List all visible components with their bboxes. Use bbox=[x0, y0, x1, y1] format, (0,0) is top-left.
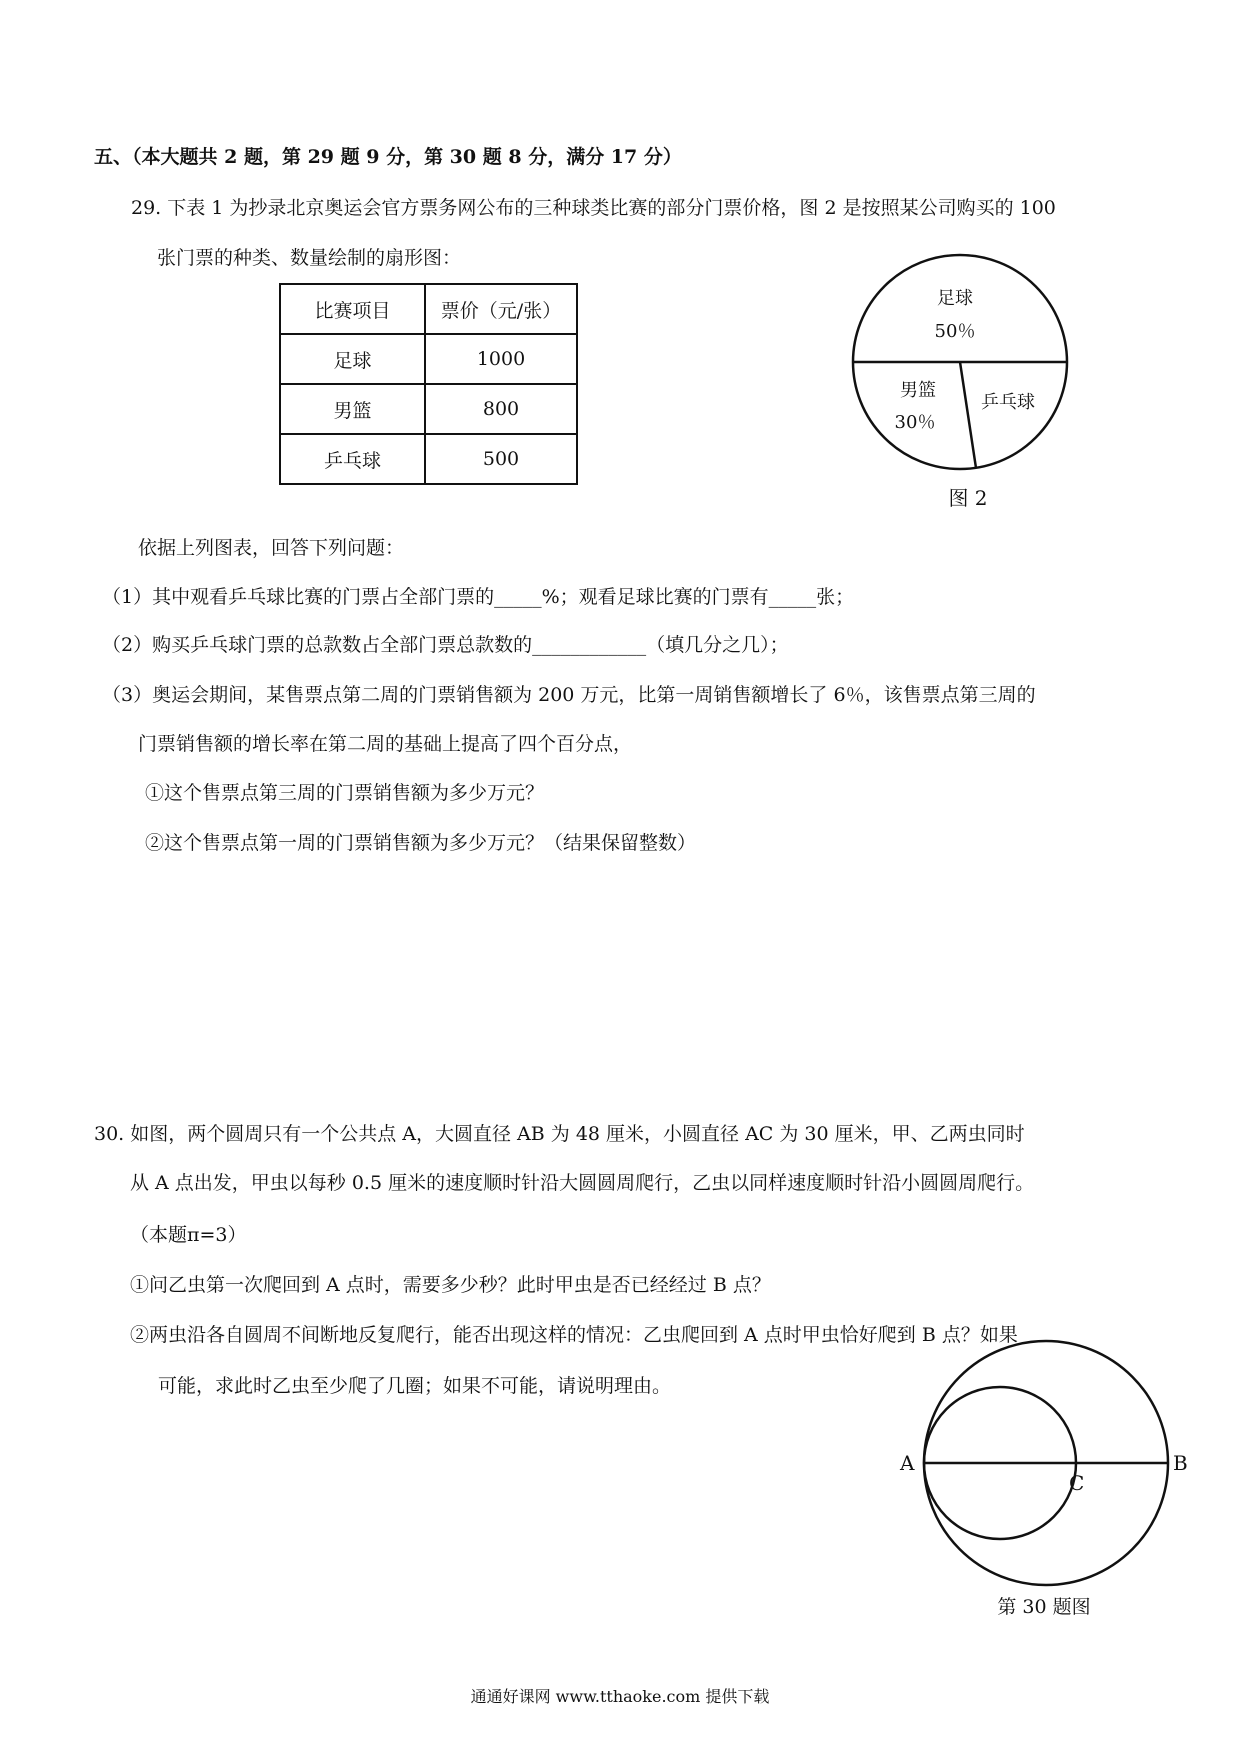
q30-question-a: ①问乙虫第一次爬回到 A 点时，需要多少秒？此时甲虫是否已经经过 B 点？ bbox=[130, 1274, 771, 1296]
q29-part1: （1）其中观看乒乓球比赛的门票占全部门票的_____%；观看足球比赛的门票有_____张； bbox=[102, 586, 855, 608]
q29-line1: 29. 下表 1 为抄录北京奥运会官方票务网公布的三种球类比赛的部分门票价格，图 2 是按照某公司购买的 100 bbox=[131, 197, 1056, 219]
q30-question-b-line1: ②两虫沿各自圆周不间断地反复爬行，能否出现这样的情况：乙虫爬回到 A 点时甲虫恰好爬到 B 点？如果 bbox=[130, 1324, 1018, 1346]
table-cell: 男篮 bbox=[280, 384, 425, 434]
pie-percent-basketball: 30％ bbox=[894, 412, 936, 433]
q30-line1: 30. 如图，两个圆周只有一个公共点 A，大圆直径 AB 为 48 厘米，小圆直径 AC 为 30 厘米，甲、乙两虫同时 bbox=[94, 1123, 1025, 1145]
q30-note: （本题π=3） bbox=[130, 1224, 247, 1246]
q29-part3-line2: 门票销售额的增长率在第二周的基础上提高了四个百分点， bbox=[138, 733, 633, 755]
q29-intro: 依据上列图表，回答下列问题： bbox=[138, 537, 405, 559]
table-cell: 1000 bbox=[425, 334, 577, 384]
pie-label-table-tennis: 乒乓球 bbox=[981, 392, 1035, 413]
table-header-cell: 票价（元/张） bbox=[425, 284, 577, 334]
pie-percent-football: 50％ bbox=[934, 321, 976, 342]
figure-caption: 第 30 题图 bbox=[997, 1596, 1091, 1618]
section-heading: 五、（本大题共 2 题，第 29 题 9 分，第 30 题 8 分，满分 17 分） bbox=[94, 146, 682, 168]
q30-question-b-line2: 可能，求此时乙虫至少爬了几圈；如果不可能，请说明理由。 bbox=[158, 1375, 672, 1397]
point-c-label: C bbox=[1069, 1471, 1085, 1495]
q29-part2: （2）购买乒乓球门票的总款数占全部门票总款数的____________（填几分之几）； bbox=[102, 634, 789, 656]
q29-part3-b: ②这个售票点第一周的门票销售额为多少万元？（结果保留整数） bbox=[145, 832, 697, 854]
pie-caption: 图 2 bbox=[948, 486, 988, 510]
q29-part3-a: ①这个售票点第三周的门票销售额为多少万元？ bbox=[145, 782, 545, 804]
q30-line2: 从 A 点出发，甲虫以每秒 0.5 厘米的速度顺时针沿大圆圆周爬行，乙虫以同样速度顺时针沿小圆圆周爬行。 bbox=[130, 1172, 1035, 1194]
table-cell: 800 bbox=[425, 384, 577, 434]
point-b-label: B bbox=[1173, 1451, 1188, 1475]
pie-label-basketball: 男篮 bbox=[900, 380, 936, 401]
q29-part3-line1: （3）奥运会期间，某售票点第二周的门票销售额为 200 万元，比第一周销售额增长了 6％，该售票点第三周的 bbox=[102, 684, 1036, 706]
point-a-label: A bbox=[900, 1451, 915, 1475]
q29-line2: 张门票的种类、数量绘制的扇形图： bbox=[157, 247, 462, 269]
table-cell: 500 bbox=[425, 434, 577, 484]
table-cell: 足球 bbox=[280, 334, 425, 384]
pie-label-football: 足球 bbox=[937, 288, 973, 309]
footer: 通通好课网 www.tthaoke.com 提供下载 bbox=[470, 1687, 770, 1706]
table-header-cell: 比赛项目 bbox=[280, 284, 425, 334]
table-cell: 乒乓球 bbox=[280, 434, 425, 484]
